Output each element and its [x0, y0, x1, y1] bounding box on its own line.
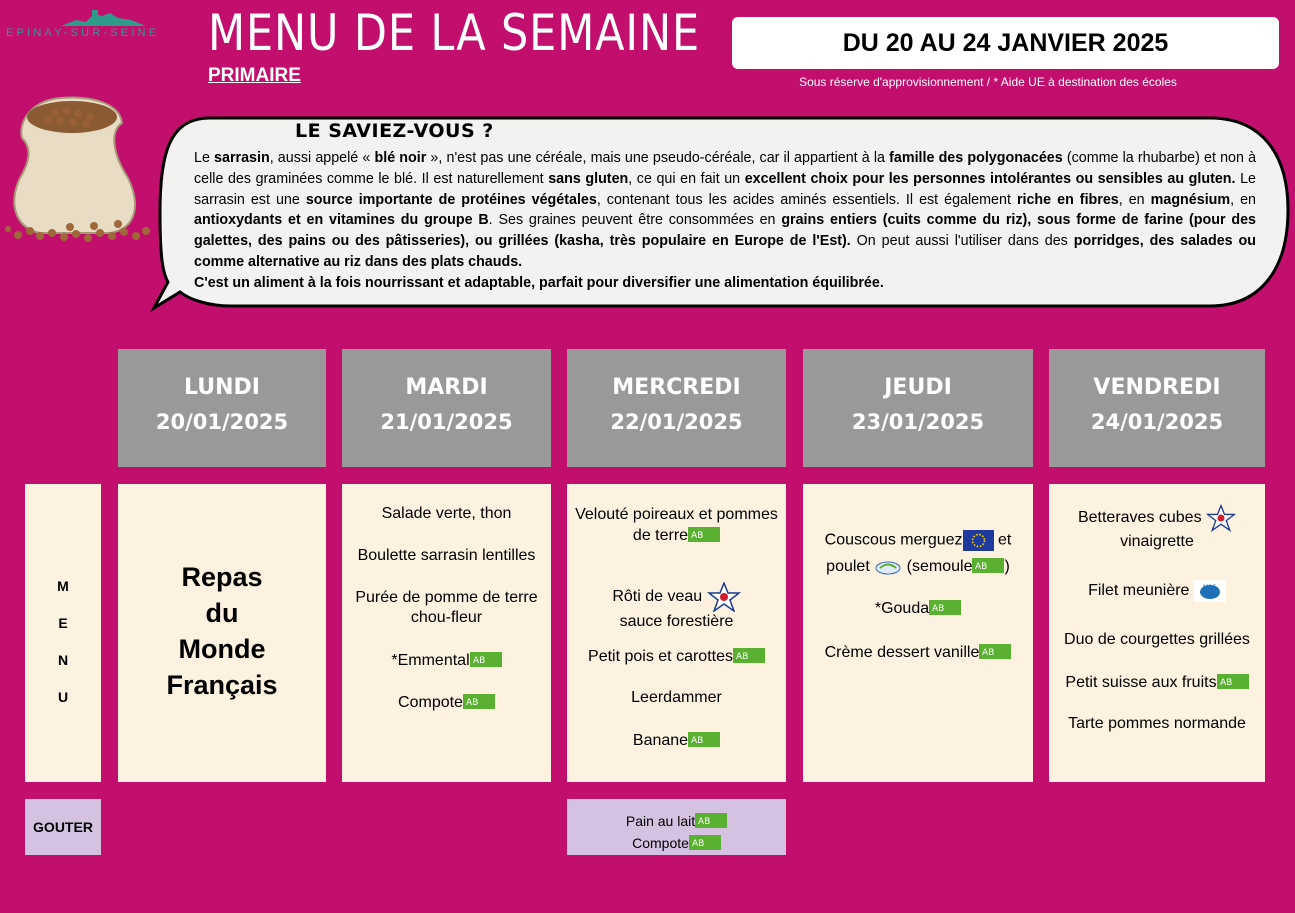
menu-thursday — [803, 484, 1033, 782]
menu-item: poulet (semoule AB ) — [826, 558, 1010, 575]
svg-text:AB: AB — [691, 531, 704, 541]
svg-text:AB: AB — [691, 839, 705, 849]
organic-label-icon — [463, 694, 495, 709]
organic-label-icon — [688, 527, 720, 542]
svg-text:AB: AB — [1219, 678, 1232, 688]
menu-item: Crème dessert vanille AB — [803, 642, 1033, 663]
menu-item: Petit suisse aux fruits AB — [1049, 672, 1265, 693]
gouter-item: Compote AB — [567, 833, 786, 851]
menu-item: Velouté poireaux et pommes de terre AB — [575, 506, 778, 544]
organic-label-icon — [1217, 674, 1249, 689]
menu-item: Petit pois et carottes AB — [567, 646, 786, 667]
svg-text:AB: AB — [975, 562, 988, 572]
supply-note: Sous réserve d'approvisionnement / * Aide UE à destination des écoles — [799, 75, 1177, 89]
day-header-mardi: MARDI 21/01/2025 — [342, 349, 551, 467]
organic-label-icon — [929, 600, 961, 615]
info-text: Le sarrasin, aussi appelé « blé noir », n'est pas une céréale, mais une pseudo-céréale, car il appartient à la famille des polygonacées (comme la rhubarbe) et non à celle des graminées comme le blé. Il est naturellement sans gluten, ce qui en fait un excellent choix pour les personnes intolérantes ou sensibles au gluten. Le sarrasin est une source importante de protéines végétales, contenant tous les acides aminés essentiels. Il est également riche en fibres, en magnésium, en antioxydants et en vitamines du groupe B. Ses graines peuvent être consommées en grains entiers (cuits comme du riz), sous forme de farine (pour des galettes, des pains ou des pâtisseries), ou grillées (kasha, très populaire en Europe de l'Est). On peut aussi l'utiliser dans des porridges, des salades ou comme alternative au riz dans des plats chauds. C'est un aliment à la fois nourrissant et adaptable, parfait pour diversifier une alimentation équilibrée. — [194, 150, 1257, 291]
day-header-lundi: LUNDI 20/01/2025 — [118, 349, 326, 467]
menu-item: Compote AB — [342, 692, 551, 713]
day-header-mercredi: MERCREDI 22/01/2025 — [567, 349, 786, 467]
msc-label-icon — [1194, 580, 1226, 602]
menu-item: *Gouda AB — [803, 598, 1033, 619]
organic-label-icon — [688, 732, 720, 747]
town-name: EPINAY-SUR-SEINE — [6, 27, 160, 39]
menu-item: Salade verte, thon — [381, 505, 512, 522]
gouter-item: Pain au lait AB — [567, 811, 786, 829]
menu-tuesday — [342, 484, 551, 782]
menu-item: Banane AB — [567, 730, 786, 751]
menu-item: *Emmental AB — [342, 650, 551, 671]
svg-text:AB: AB — [735, 652, 749, 662]
svg-text:AB: AB — [982, 648, 995, 658]
menu-letter: E — [58, 615, 68, 631]
svg-text:AB: AB — [932, 604, 945, 614]
svg-text:AB: AB — [698, 817, 711, 827]
label-rouge-star-icon — [1206, 504, 1236, 532]
page-subtitle: PRIMAIRE — [208, 65, 301, 86]
organic-label-icon — [470, 652, 502, 667]
day-header-jeudi: JEUDI 23/01/2025 — [803, 349, 1033, 467]
svg-text:AB: AB — [691, 736, 704, 746]
organic-label-icon — [979, 644, 1011, 659]
svg-text:AB: AB — [465, 698, 479, 708]
day-header-vendredi: VENDREDI 24/01/2025 — [1049, 349, 1265, 467]
menu-row-label — [25, 484, 101, 782]
menu-item: Filet meunière MSC — [1049, 580, 1265, 602]
menu-item: Boulette sarrasin lentilles — [357, 547, 536, 564]
menu-item: Leerdammer — [631, 689, 722, 706]
menu-monday — [118, 484, 326, 782]
menu-letter: U — [57, 689, 69, 705]
menu-item: Purée de pomme de terre chou-fleur — [355, 589, 538, 626]
svg-text:AB: AB — [472, 656, 485, 666]
menu-item: Rôti de veau sauce forestière — [567, 582, 786, 632]
menu-item: Tarte pommes normande — [1068, 715, 1246, 732]
gouter-wednesday — [567, 799, 786, 855]
svg-text:MSC: MSC — [1202, 584, 1217, 591]
organic-label-icon — [695, 813, 727, 828]
eu-flag-icon — [963, 530, 994, 551]
page-title: MENU DE LA SEMAINE — [208, 4, 701, 62]
buckwheat-bag-icon — [0, 93, 160, 243]
menu-item: Duo de courgettes grillées — [1064, 631, 1250, 648]
organic-label-icon — [689, 835, 721, 850]
gouter-label: GOUTER — [25, 799, 101, 855]
quality-label-icon — [874, 559, 902, 575]
label-rouge-star-icon — [707, 582, 741, 612]
menu-letter: N — [57, 652, 69, 668]
monday-theme: Repas du Monde Français — [166, 562, 278, 700]
date-range: DU 20 AU 24 JANVIER 2025 — [732, 17, 1279, 69]
menu-item: Betteraves cubes vinaigrette — [1049, 504, 1265, 552]
menu-friday — [1049, 484, 1265, 782]
organic-label-icon — [972, 558, 1004, 573]
menu-letter: M — [57, 578, 69, 594]
organic-label-icon — [733, 648, 765, 663]
menu-item: Couscous merguez et — [803, 530, 1033, 551]
menu-wednesday — [567, 484, 786, 782]
info-title: LE SAVIEZ-VOUS ? — [295, 120, 494, 142]
